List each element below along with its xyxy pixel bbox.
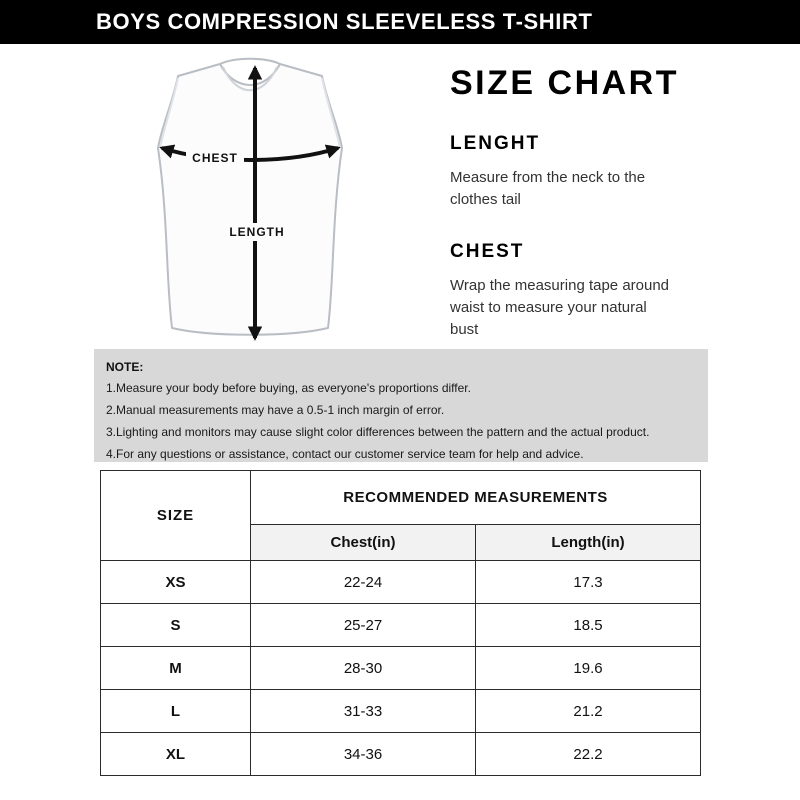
note-item: 1.Measure your body before buying, as everyone's proportions differ.: [106, 381, 471, 395]
shirt-outline: [158, 59, 342, 335]
length-section-text: Measure from the neck to the clothes tail: [450, 169, 646, 208]
chest-label: CHEST: [192, 151, 238, 165]
size-column-header: SIZE: [101, 471, 251, 561]
size-value: S: [101, 604, 251, 647]
length-value: 22.2: [476, 733, 701, 776]
length-label: LENGTH: [229, 225, 285, 239]
length-section: [450, 133, 730, 211]
length-value: 19.6: [476, 647, 701, 690]
size-chart-title: SIZE CHART: [450, 64, 679, 102]
chest-value: 22-24: [251, 561, 476, 604]
table-row: [101, 733, 701, 776]
length-section-heading: LENGHT: [450, 133, 541, 154]
chest-section: [450, 241, 730, 341]
note-box: [94, 349, 708, 462]
chest-value: 25-27: [251, 604, 476, 647]
size-value: XS: [101, 561, 251, 604]
shirt-illustration: [120, 50, 380, 350]
table-header-row: [101, 471, 701, 525]
chest-value: 31-33: [251, 690, 476, 733]
length-value: 21.2: [476, 690, 701, 733]
top-banner: [0, 0, 800, 44]
chest-value: 34-36: [251, 733, 476, 776]
chest-column-header: Chest(in): [251, 525, 476, 561]
note-item: 4.For any questions or assistance, contact our customer service team for help and advice.: [106, 447, 584, 461]
length-value: 17.3: [476, 561, 701, 604]
table-row: [101, 561, 701, 604]
size-chart-info: [450, 64, 730, 341]
chest-value: 28-30: [251, 647, 476, 690]
table-row: [101, 690, 701, 733]
shirt-diagram: [120, 50, 380, 350]
measurements-group-header: RECOMMENDED MEASUREMENTS: [251, 471, 701, 525]
size-value: L: [101, 690, 251, 733]
length-column-header: Length(in): [476, 525, 701, 561]
note-item: 2.Manual measurements may have a 0.5-1 inch margin of error.: [106, 403, 445, 417]
table-row: [101, 604, 701, 647]
chest-section-text: Wrap the measuring tape around waist to measure your natural bust: [450, 277, 670, 338]
note-item: 3.Lighting and monitors may cause slight color differences between the pattern and the actual product.: [106, 425, 650, 439]
chest-section-heading: CHEST: [450, 241, 525, 262]
note-label: NOTE:: [106, 360, 144, 374]
size-value: XL: [101, 733, 251, 776]
table-row: [101, 647, 701, 690]
size-value: M: [101, 647, 251, 690]
length-value: 18.5: [476, 604, 701, 647]
product-title: BOYS COMPRESSION SLEEVELESS T-SHIRT: [96, 9, 593, 34]
size-table: [100, 470, 701, 776]
